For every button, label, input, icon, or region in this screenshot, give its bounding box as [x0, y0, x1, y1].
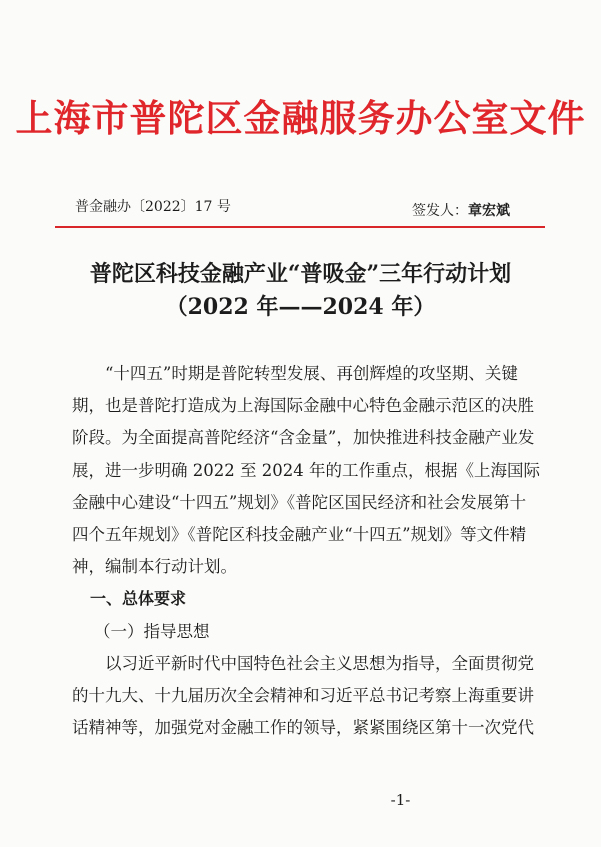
- document-title-period: （2022 年——2024 年）: [165, 294, 436, 320]
- red-divider-line: [55, 226, 545, 228]
- signer-label: 签发人：: [412, 203, 468, 219]
- page-number: -1-: [390, 791, 411, 809]
- document-body: [72, 358, 542, 744]
- section-heading: 一、总体要求: [90, 589, 187, 609]
- document-number: 普金融办〔2022〕17 号: [75, 199, 231, 215]
- subsection-heading: （一）指导思想: [94, 621, 210, 641]
- guiding-paragraph: 以习近平新时代中国特色社会主义思想为指导，全面贯彻党的十九大、十九届历次全会精神和习近平总书记考察上海重要讲话精神等，加强党对金融工作的领导，紧紧围绕区第十一次党代: [72, 653, 534, 738]
- intro-paragraph: “十四五”时期是普陀转型发展、再创辉煌的攻坚期、关键期，也是普陀打造成为上海国际金融中心特色金融示范区的决胜阶段。为全面提高普陀经济“含金量”，加快推进科技金融产业发展，进一步明确 2022 至 2024 年的工作重点，根据《上海国际金融中心建设“十四五”规划》《普陀区国民经济和社会发展第十四个五年规划》《普陀区科技金融产业“十四五”规划》等文件精神，编制本行动计划。: [72, 364, 540, 577]
- document-title: 普陀区科技金融产业“普吸金”三年行动计划: [89, 261, 512, 287]
- document-issuer-header: 上海市普陀区金融服务办公室文件: [15, 96, 586, 140]
- signer-name: 章宏斌: [468, 203, 510, 219]
- signer: [412, 200, 510, 220]
